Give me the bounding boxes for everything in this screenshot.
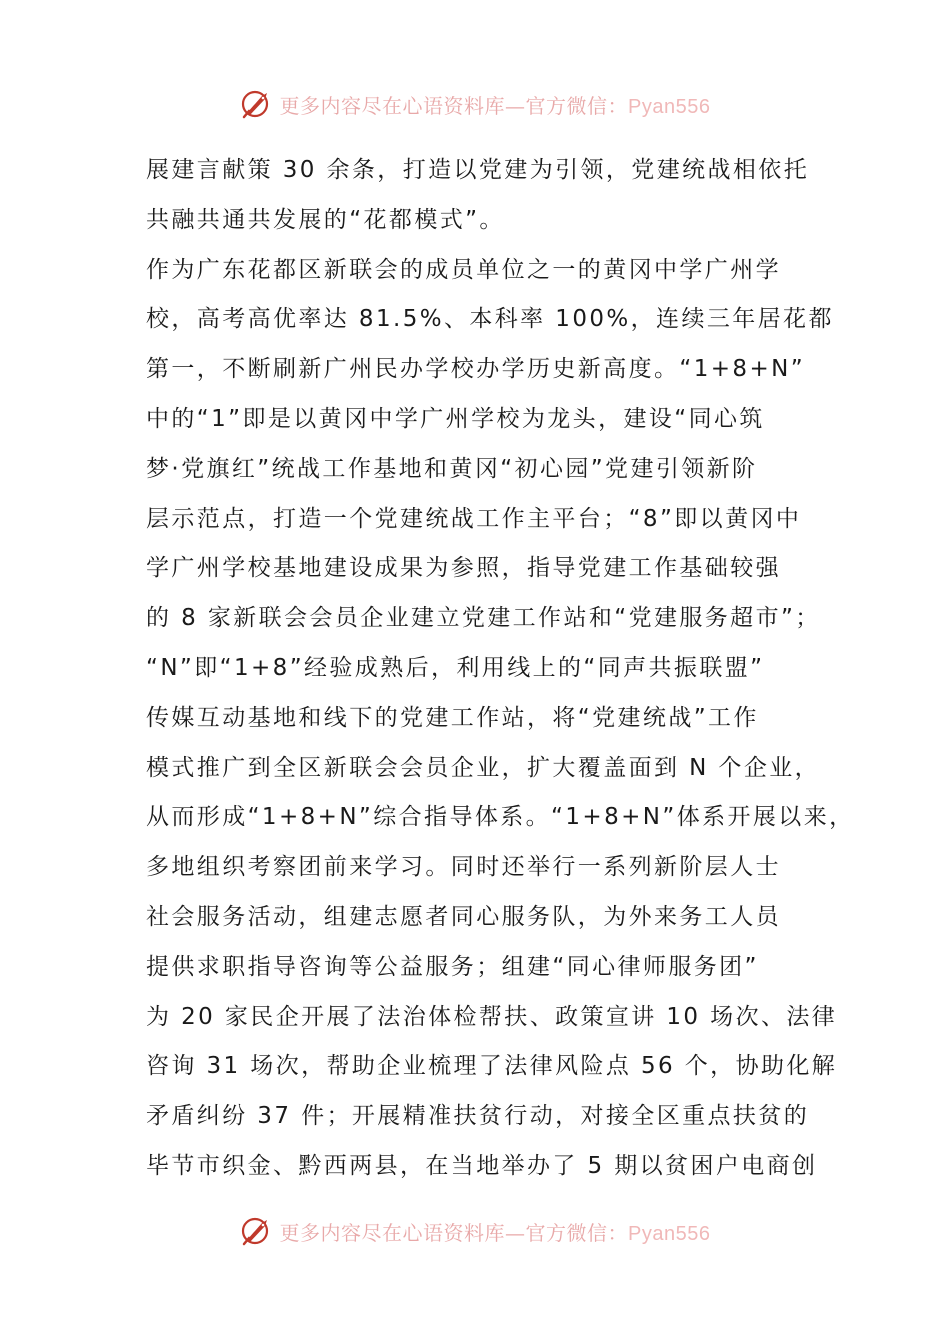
text-line: 学广州学校基地建设成果为参照，指导党建工作基础较强 xyxy=(146,555,781,582)
pen-nib-logo-icon xyxy=(240,87,274,121)
text-line: 校，高考高优率达 81.5%、本科率 100%，连续三年居花都 xyxy=(146,306,834,333)
document-body xyxy=(146,146,855,1192)
text-line: 共融共通共发展的“花都模式”。 xyxy=(146,206,505,233)
text-line: 作为广东花都区新联会的成员单位之一的黄冈中学广州学 xyxy=(146,256,781,283)
watermark-wechat-label: 官方微信： xyxy=(525,1220,629,1245)
header-watermark-banner xyxy=(0,86,950,122)
text-line: “N”即“1+8”经验成熟后，利用线上的“同声共振联盟” xyxy=(146,654,765,681)
text-line: 的 8 家新联会会员企业建立党建工作站和“党建服务超市”； xyxy=(146,605,821,632)
text-line: 第一，不断刷新广州民办学校办学历史新高度。“1+8+N” xyxy=(146,356,806,383)
text-line: 矛盾纠纷 37 件；开展精准扶贫行动，对接全区重点扶贫的 xyxy=(146,1103,810,1130)
watermark-main-text: 更多内容尽在心语资料库 xyxy=(279,93,506,118)
text-line: 咨询 31 场次，帮助企业梳理了法律风险点 56 个，协助化解 xyxy=(146,1053,838,1080)
text-line: 毕节市织金、黔西两县，在当地举办了 5 期以贫困户电商创 xyxy=(146,1152,818,1179)
text-line: 多地组织考察团前来学习。同时还举行一系列新阶层人士 xyxy=(146,854,781,881)
watermark-dash: — xyxy=(505,1220,526,1245)
text-line: 从而形成“1+8+N”综合指导体系。“1+8+N”体系开展以来， xyxy=(146,804,855,831)
text-line: 层示范点，打造一个党建统战工作主平台；“8”即以黄冈中 xyxy=(146,505,802,532)
text-line: 模式推广到全区新联会会员企业，扩大覆盖面到 N 个企业， xyxy=(146,754,821,781)
footer-watermark-banner xyxy=(0,1213,950,1249)
text-line: 传媒互动基地和线下的党建工作站，将“党建统战”工作 xyxy=(146,704,759,731)
watermark-dash: — xyxy=(505,93,526,118)
text-line: 梦·党旗红”统战工作基地和黄冈“初心园”党建引领新阶 xyxy=(146,455,758,482)
text-line: 展建言献策 30 余条，打造以党建为引领，党建统战相依托 xyxy=(146,157,810,183)
text-line: 社会服务活动，组建志愿者同心服务队，为外来务工人员 xyxy=(146,903,781,930)
watermark-wechat-label: 官方微信： xyxy=(525,93,629,118)
watermark-wechat-id: Pyan556 xyxy=(628,1222,711,1245)
watermark-wechat-id: Pyan556 xyxy=(628,95,711,118)
text-line: 提供求职指导咨询等公益服务；组建“同心律师服务团” xyxy=(146,953,759,980)
pen-nib-logo-icon xyxy=(240,1214,274,1248)
watermark-main-text: 更多内容尽在心语资料库 xyxy=(279,1220,506,1245)
watermark-text xyxy=(280,1217,711,1246)
watermark-text xyxy=(280,90,711,119)
text-line: 中的“1”即是以黄冈中学广州学校为龙头，建设“同心筑 xyxy=(146,405,765,432)
text-line: 为 20 家民企开展了法治体检帮扶、政策宣讲 10 场次、法律 xyxy=(146,1003,838,1030)
